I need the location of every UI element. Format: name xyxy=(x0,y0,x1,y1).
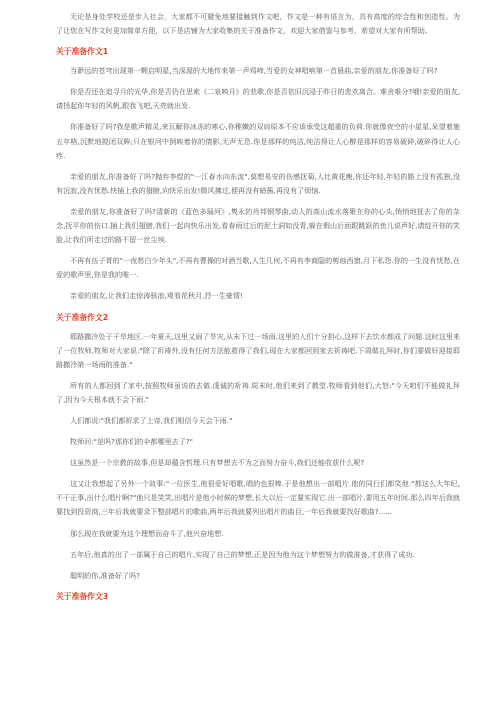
body-paragraph: 你是否还在追寻月的光华,你是否仍在思索《二泉映月》的悲歌,你是否依旧沉浸于昨日的悲欢离合。难舍难分?哦!亲爱的朋友,请扬起你年轻的风帆,跟我飞吧,天亮就出发. xyxy=(56,87,460,111)
section-essay-1 xyxy=(56,45,460,303)
body-paragraph: 你准备好了吗?我是歌声精灵,来瓦解你冰冻的寒心,你稚嫩的双肩原本不应该承受这超重的负荷.你就像夜空的小星星,呆望着施五年格,沉默地搅闭双眸;只在银河中倒映着你的倩影,无声无息.你是那样的纯洁,纯洁得让人心醉是那样的容易破碎,破碎得让人心疼. xyxy=(56,122,460,160)
body-paragraph: 亲爱的朋友,你准备好了吗?抛弃李煜的"一江春水向东流",莫想易安的伤感抚菊,人比黄花瘦,你还年轻,年轻的路上没有孤独,没有沉寂,没有忧愁.快插上我的翅膀,向快乐出发!微风拂过,便再没有暗酱,再没有了烦恼. xyxy=(56,171,460,195)
body-paragraph: 亲爱的朋友,让我们走惊涛骇浪,观看花秋月,抒一生豪情! xyxy=(70,291,243,301)
body-paragraph: 所有的人都回到了家中,按照牧师虽说的去做.虔诚的祈祷.周末时,他们来到了教堂.牧师看到他们,大怒:"今天咱们不能做礼拜了,因为今天根本就不会下雨." xyxy=(56,380,460,404)
body-paragraph: 牧师问:"是吗?那你们的伞都哪里去了?" xyxy=(70,437,193,447)
intro-paragraph: 无论是身处学校还是步入社会，大家都不可避免地要接触到作文吧，作文是一种有语言为，具有高度的综合性和创造性。为了让您在写作文时更加简单方便，以下是店铺为大家收集的关于准备作文，欢迎大家借鉴与参考，希望对大家有所帮助。 xyxy=(56,12,460,36)
section-essay-3 xyxy=(56,590,460,603)
body-paragraph: 人们都说:"我们都祈求了上帝,我们相信今天会下雨." xyxy=(70,415,233,425)
section-heading: 关于准备作文3 xyxy=(56,591,109,601)
section-heading: 关于准备作文1 xyxy=(56,47,109,57)
body-paragraph: 那么现在我就要为这个理想而奋斗了,他兴奋地想. xyxy=(70,528,224,538)
section-essay-2 xyxy=(56,311,460,583)
body-paragraph: 耶路撒冷处于干旱地区.一年夏天,这里又闹了旱灾,从未下过一场雨.这里的人们十分担心,这样下去饮水都成了问题.这时这里来了一位牧师,牧师对大家说:"除了祈祷外,没有任何方法能救得了我们,现在大家都回到家去祈祷吧.下周做礼拜时,你们要做好迎接耶路撒冷第一场雨的准备." xyxy=(56,331,460,369)
section-heading: 关于准备作文2 xyxy=(56,312,109,322)
body-paragraph: 不再有伍子胥的"一夜愁白少年头",不再有曹操的对酒当歌,人生几何,不再有李商隐的剪烛西窗,月下私怨.你的一生没有忧愁,在爱的歌声里,你是我的唯一. xyxy=(56,256,460,280)
body-paragraph: 亲爱的朋友,你准备好了吗?清新的《蓝色多瑙河》,隽永的肖邦钢琴曲,动人的高山流水落聚在你的心头,悄悄地抚去了你的杂念,抚平你的伤口.插上我们翅膀,我们一起向快乐出发,看春雨过后的泥土洞如没青,躲在假山后面跟跳跃的鱼儿说声好,请绽开你的笑脸,让我们所走过的路不留一丝尘埃. xyxy=(56,206,460,245)
body-paragraph: 五年后,他真的出了一部属于自己的唱片,实现了自己的梦想,正是因为他为这个梦想努力的做准备,才获得了成功. xyxy=(70,549,415,559)
body-paragraph: 这又让我想起了另外一个故事:"一位医生,他很爱好唱歌,唱的也很棒.于是他想出一部唱片.他的同行们都笑他:"都这么大年纪,不干正事,出什么唱片啊?"他只是笑笑,出唱片是他小时候的梦想,长大以后一定要实现它.出一部唱片,要用五年时间.那么四年后我就要找到投资商,三年后我就要录下整部唱片的歌曲,两年后我就要列出唱片的曲目,一年后我就要找好歌曲?...... xyxy=(56,479,460,517)
body-paragraph: 这虽然是一个宗教的故事,但是却蕴含哲理.只有梦想去不为之而努力奋斗,我们还能收获什么呢? xyxy=(70,458,365,468)
body-paragraph: 聪明的你,准备好了吗? xyxy=(70,570,140,580)
body-paragraph: 当渺远的苍穹出现第一颗启明星,当深渥的大地传来第一声鸡啼,当爱的女神唱响第一首晨曲,亲爱的朋友,你准备好了吗? xyxy=(70,66,438,76)
